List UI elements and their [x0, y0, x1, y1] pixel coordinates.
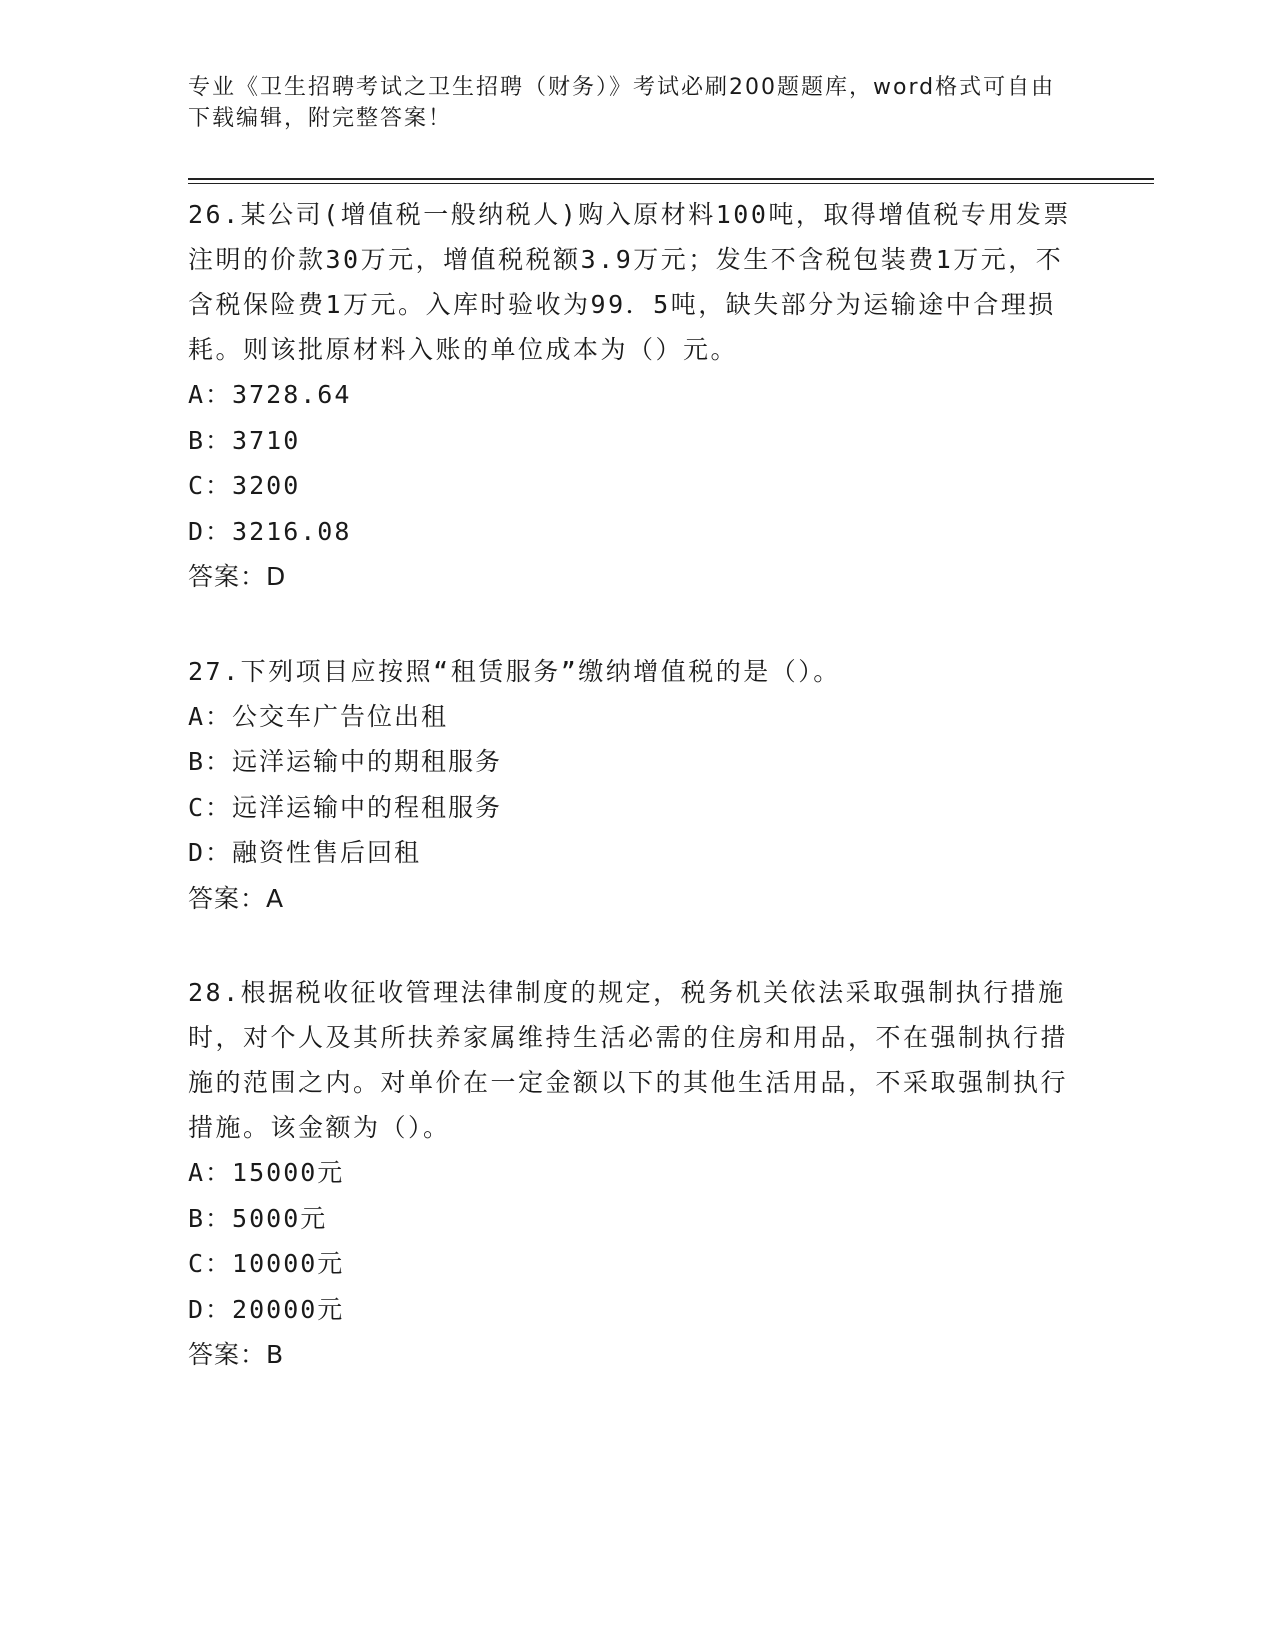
answer-label: 答案：B	[188, 1340, 285, 1369]
question-list	[188, 188, 1088, 1378]
option-a: A：15000元	[188, 1158, 345, 1187]
question-spacer	[188, 600, 1088, 645]
option-b: B：远洋运输中的期租服务	[188, 747, 503, 776]
option-d: D：20000元	[188, 1294, 345, 1324]
option-b: B：5000元	[188, 1203, 328, 1233]
question-text: 28.根据税收征收管理法律制度的规定，税务机关依法采取强制执行措施时，对个人及其所扶养家属维持生活必需的住房和用品，不在强制执行措施的范围之内。对单价在一定金额以下的其他生活用品，不采取强制执行措施。该金额为（）。	[188, 978, 1069, 1142]
question-27	[188, 649, 1088, 922]
option-b: B：3710	[188, 425, 301, 455]
question-26	[188, 192, 1088, 600]
option-d: D：融资性售后回租	[188, 838, 422, 867]
question-28	[188, 970, 1088, 1378]
question-spacer	[188, 921, 1088, 966]
option-d: D：3216.08	[188, 516, 352, 546]
option-a: A：3728.64	[188, 380, 352, 409]
answer-label: 答案：D	[188, 562, 287, 591]
option-a: A：公交车广告位出租	[188, 701, 449, 731]
question-text: 26.某公司(增值税一般纳税人)购入原材料100吨，取得增值税专用发票注明的价款30万元，增值税税额3.9万元；发生不含税包装费1万元，不含税保险费1万元。入库时验收为99．5吨，缺失部分为运输途中合理损耗。则该批原材料入账的单位成本为（）元。	[188, 200, 1071, 364]
option-c: C：3200	[188, 471, 301, 500]
document-header: 专业《卫生招聘考试之卫生招聘（财务）》考试必刷200题题库，word格式可自由下载编辑，附完整答案！	[188, 75, 1056, 131]
option-c: C：10000元	[188, 1249, 345, 1278]
header-rule-thick	[188, 178, 1154, 180]
header-rule-thin	[188, 183, 1154, 184]
question-text: 27.下列项目应按照“租赁服务”缴纳增值税的是（）。	[188, 656, 841, 686]
option-c: C：远洋运输中的程租服务	[188, 792, 503, 822]
answer-label: 答案：A	[188, 883, 285, 913]
